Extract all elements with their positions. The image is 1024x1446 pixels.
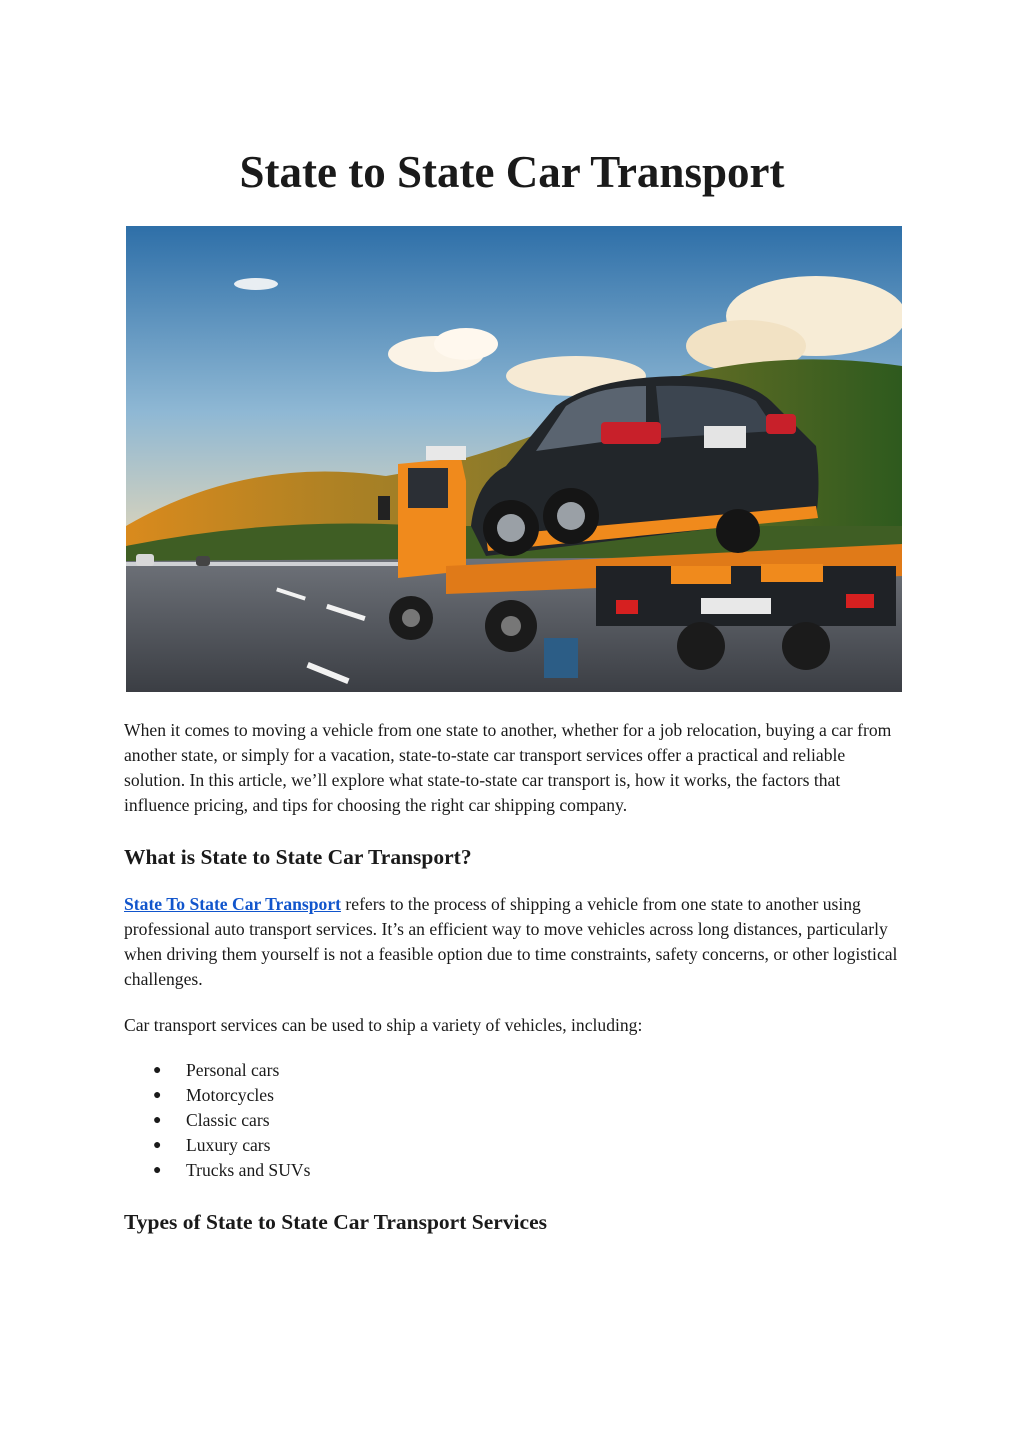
list-item [124, 1158, 310, 1183]
list-item-label: Personal cars [186, 1060, 280, 1080]
definition-text: refers to the process of shipping a vehicle from one state to another using professional auto transport services. It’s an efficient way to move vehicles across long distances, particularly when driving them yourself is not a feasible option due to time constraints, safety concerns, or other logistical challenges. [124, 894, 898, 989]
list-item [124, 1108, 310, 1133]
section-heading-what-is: What is State to State Car Transport? [124, 845, 472, 869]
list-item [124, 1083, 310, 1108]
page-title: State to State Car Transport [239, 147, 785, 197]
list-item-label: Motorcycles [186, 1085, 274, 1105]
state-to-state-link[interactable]: State To State Car Transport [124, 894, 341, 914]
hero-image [126, 226, 902, 692]
bullet-icon: ● [153, 1163, 162, 1178]
list-item-label: Luxury cars [186, 1135, 271, 1155]
bullet-icon: ● [153, 1088, 162, 1103]
bullet-icon: ● [153, 1063, 162, 1078]
bullet-icon: ● [153, 1113, 162, 1128]
list-item [124, 1058, 310, 1083]
definition-paragraph [124, 892, 904, 992]
vehicle-type-list [124, 1058, 310, 1183]
list-item-label: Classic cars [186, 1110, 270, 1130]
list-item [124, 1133, 310, 1158]
intro-paragraph: When it comes to moving a vehicle from one state to another, whether for a job relocation, buying a car from another state, or simply for a vacation, state-to-state car transport services offer a practical and reliable solution. In this article, we’ll explore what state-to-state car transport is, how it works, the factors that influence pricing, and tips for choosing the right car shipping company. [124, 720, 892, 815]
tow-truck-illustration [126, 226, 902, 692]
bullet-icon: ● [153, 1138, 162, 1153]
list-intro: Car transport services can be used to ship a variety of vehicles, including: [124, 1015, 643, 1035]
section-heading-types: Types of State to State Car Transport Services [124, 1210, 547, 1234]
list-item-label: Trucks and SUVs [186, 1160, 311, 1180]
